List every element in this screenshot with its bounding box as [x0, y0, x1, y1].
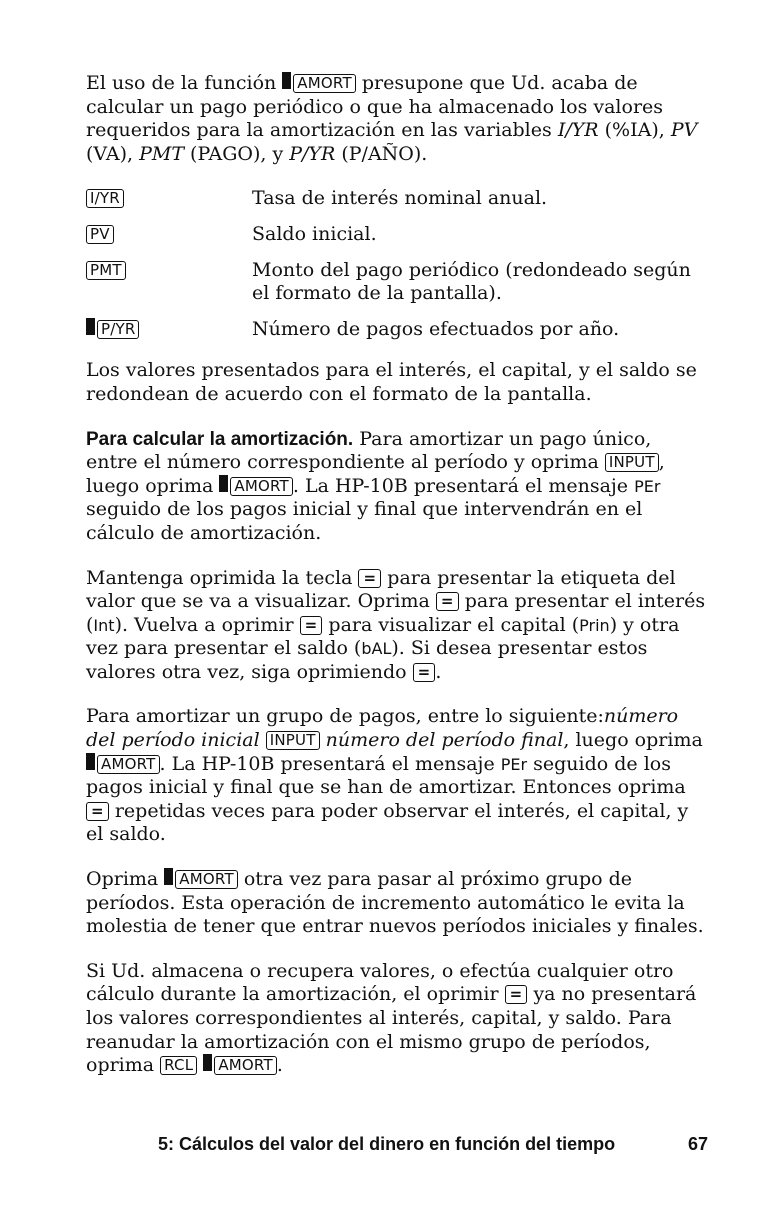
section-heading: Para calcular la amortización.	[86, 428, 354, 450]
text: para visualizar el capital (	[328, 613, 580, 636]
shift-key-icon	[219, 475, 228, 492]
text: ya no presentará los valores correspondientes al interés, capital, y saldo. Para reanudar la amortización con el mismo grupo de períodos, oprima	[86, 983, 697, 1077]
pmt-key: PMT	[86, 261, 126, 280]
text: ). Si desea presentar estos valores otra vez, siga oprimiendo	[86, 637, 648, 683]
text: , luego oprima	[86, 451, 665, 497]
definition-row	[86, 318, 708, 342]
input-key: INPUT	[605, 453, 659, 472]
display-label: Prin	[579, 615, 610, 635]
text: seguido de los pagos inicial y final que se han de amortizar. Entonces oprima	[86, 752, 686, 799]
resume-paragraph	[86, 960, 708, 1078]
rcl-key: RCL	[160, 1056, 197, 1075]
text: .	[276, 1054, 283, 1077]
text: Para amortizar un grupo de pagos, entre lo siguiente:	[86, 705, 604, 728]
shift-key-icon	[86, 318, 95, 335]
equals-paragraph	[86, 567, 708, 685]
equals-key: =	[505, 985, 528, 1004]
display-message: PEr	[500, 754, 528, 774]
text: ). Vuelva a oprimir	[114, 613, 294, 636]
equals-key: =	[358, 569, 381, 588]
italic-term: número del período final	[325, 729, 564, 752]
iyr-key: I/YR	[86, 189, 124, 208]
intro-paragraph	[86, 72, 708, 166]
italic-term: número del período inicial	[86, 705, 679, 752]
input-key: INPUT	[266, 731, 320, 750]
var-iyr: I/YR	[557, 119, 599, 142]
equals-key: =	[300, 616, 323, 635]
definition-text: Saldo inicial.	[252, 222, 377, 245]
text: para presentar la etiqueta del valor que se va a visualizar. Oprima	[86, 566, 676, 613]
text: seguido de los pagos inicial y final que intervendrán en el cálculo de amortización.	[86, 498, 643, 544]
shift-key-icon	[164, 868, 173, 885]
amort-key: AMORT	[175, 870, 238, 889]
text: Si Ud. almacena o recupera valores, o efectúa cualquier otro cálculo durante la amortización, el oprimir	[86, 959, 674, 1006]
text: Para amortizar un pago único, entre el número correspondiente al período y oprima	[86, 427, 652, 474]
shift-key-icon	[86, 753, 95, 770]
definition-row	[86, 259, 708, 306]
var-pv: PV	[670, 119, 698, 142]
text: . La HP-10B presentará el mensaje	[159, 752, 495, 775]
definition-text: Monto del pago periódico (redondeado según el formato de la pantalla).	[252, 258, 691, 305]
text: otra vez para pasar al próximo grupo de períodos. Esta operación de incremento automático le evita la molestia de tener que entrar nuevos períodos iniciales y finales.	[86, 868, 704, 938]
text: para presentar el interés (	[86, 590, 706, 636]
text: (VA),	[86, 142, 134, 165]
text: Oprima	[86, 868, 159, 891]
text: (PAGO), y	[190, 142, 284, 165]
amortization-paragraph	[86, 428, 708, 546]
definition-row	[86, 223, 708, 247]
display-label: bAL	[361, 639, 392, 659]
definition-row	[86, 187, 708, 211]
amort-key: AMORT	[214, 1056, 277, 1075]
text: El uso de la función	[86, 72, 277, 94]
text: . La HP-10B presentará el mensaje	[292, 474, 629, 497]
text: , luego oprima	[563, 729, 703, 752]
group-paragraph	[86, 705, 708, 847]
equals-key: =	[86, 802, 109, 821]
amort-key: AMORT	[230, 477, 293, 496]
text: repetidas veces para poder observar el interés, el capital, y el saldo.	[86, 799, 689, 846]
text: Mantenga oprimida la tecla	[86, 566, 353, 589]
pyr-key: P/YR	[97, 320, 139, 339]
page-footer	[158, 1134, 708, 1155]
amort-key: AMORT	[97, 755, 160, 774]
shift-key-icon	[203, 1054, 212, 1071]
page-number: 67	[687, 1134, 708, 1154]
text: .	[435, 660, 442, 683]
definition-text: Tasa de interés nominal anual.	[252, 187, 548, 210]
equals-key: =	[436, 592, 459, 611]
text: ) y otra vez para presentar el saldo (	[86, 613, 680, 660]
amort-key: AMORT	[293, 74, 356, 93]
display-message: PEr	[634, 476, 661, 496]
variable-definitions	[86, 187, 708, 341]
shift-key-icon	[282, 72, 291, 89]
text: (P/AÑO).	[341, 142, 428, 165]
rounding-paragraph: Los valores presentados para el interés, el capital, y el saldo se redondean de acuerdo con el formato de la pantalla.	[86, 359, 697, 405]
var-pmt: PMT	[139, 142, 184, 165]
text: presupone que Ud. acaba de calcular un pago periódico o que ha almacenado los valores requeridos para la amortización en las variables	[86, 72, 664, 142]
var-pyr: P/YR	[289, 142, 336, 165]
page-body	[86, 72, 708, 1099]
next-group-paragraph	[86, 868, 708, 939]
definition-text: Número de pagos efectuados por año.	[252, 317, 620, 340]
pv-key: PV	[86, 225, 114, 244]
chapter-title: 5: Cálculos del valor del dinero en función del tiempo	[158, 1134, 616, 1154]
display-label: Int	[93, 615, 115, 635]
text: (%IA),	[604, 119, 665, 142]
equals-key: =	[413, 663, 436, 682]
